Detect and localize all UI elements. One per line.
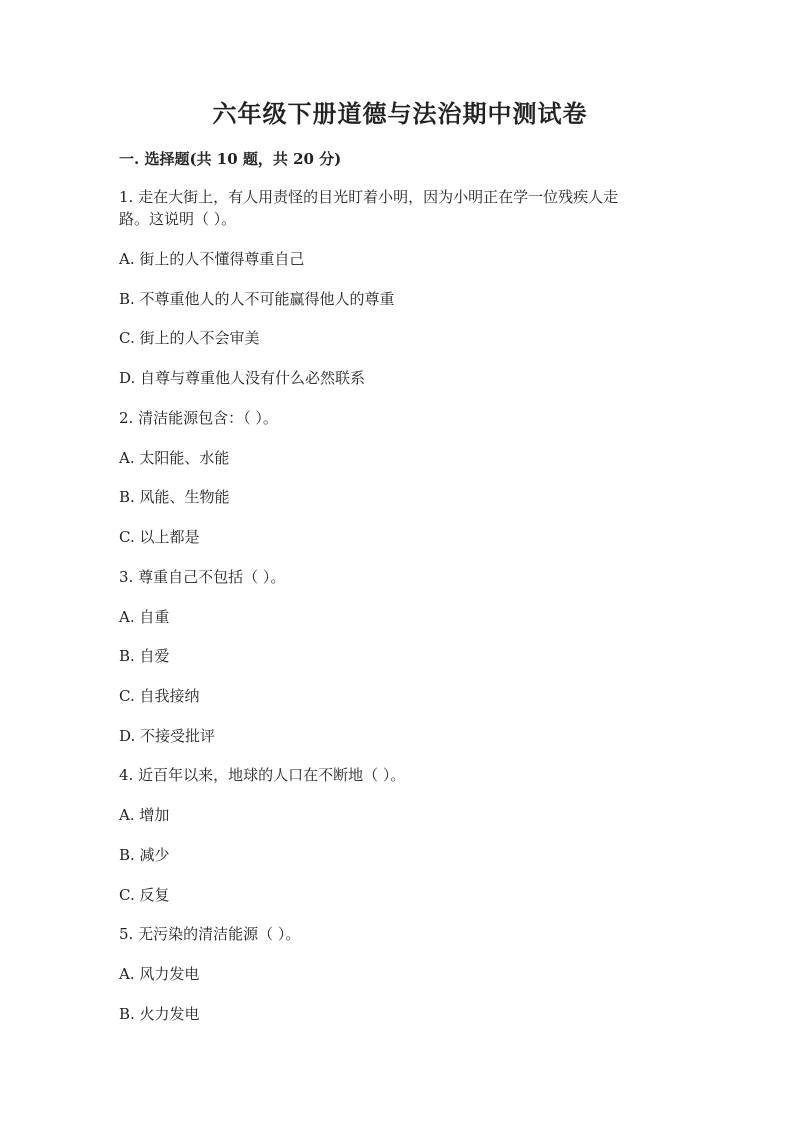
question-4-option-c: C. 反复 <box>119 886 170 904</box>
question-3-option-d: D. 不接受批评 <box>119 727 216 745</box>
exam-title: 六年级下册道德与法治期中测试卷 <box>212 99 588 128</box>
question-2-option-b: B. 风能、生物能 <box>119 488 230 506</box>
question-1-option-a: A. 街上的人不懂得尊重自己 <box>119 250 305 268</box>
question-3-option-b: B. 自爱 <box>119 647 170 665</box>
question-1-option-d: D. 自尊与尊重他人没有什么必然联系 <box>119 369 366 387</box>
question-2-option-c: C. 以上都是 <box>119 528 200 546</box>
question-1-option-c: C. 街上的人不会审美 <box>119 329 260 347</box>
question-5-option-b: B. 火力发电 <box>119 1005 200 1023</box>
question-3-option-a: A. 自重 <box>119 608 170 626</box>
question-1-option-b: B. 不尊重他人的人不可能赢得他人的尊重 <box>119 290 395 308</box>
question-4-option-b: B. 减少 <box>119 846 170 864</box>
question-3-stem: 3. 尊重自己不包括（ ）。 <box>119 568 286 586</box>
question-4-stem: 4. 近百年以来，地球的人口在不断地（ ）。 <box>119 766 406 784</box>
question-2-option-a: A. 太阳能、水能 <box>119 449 230 467</box>
question-3-option-c: C. 自我接纳 <box>119 687 200 705</box>
question-5-option-a: A. 风力发电 <box>119 965 200 983</box>
question-1-stem-line-1: 1. 走在大街上，有人用责怪的目光盯着小明，因为小明正在学一位残疾人走 <box>119 188 619 206</box>
question-4-option-a: A. 增加 <box>119 806 170 824</box>
question-2-stem: 2. 清洁能源包含：（ ）。 <box>119 409 278 427</box>
question-1-stem-line-2: 路。这说明（ ）。 <box>119 210 237 228</box>
question-5-stem: 5. 无污染的清洁能源（ ）。 <box>119 925 301 943</box>
section-heading: 一. 选择题(共 10 题，共 20 分) <box>119 150 342 168</box>
